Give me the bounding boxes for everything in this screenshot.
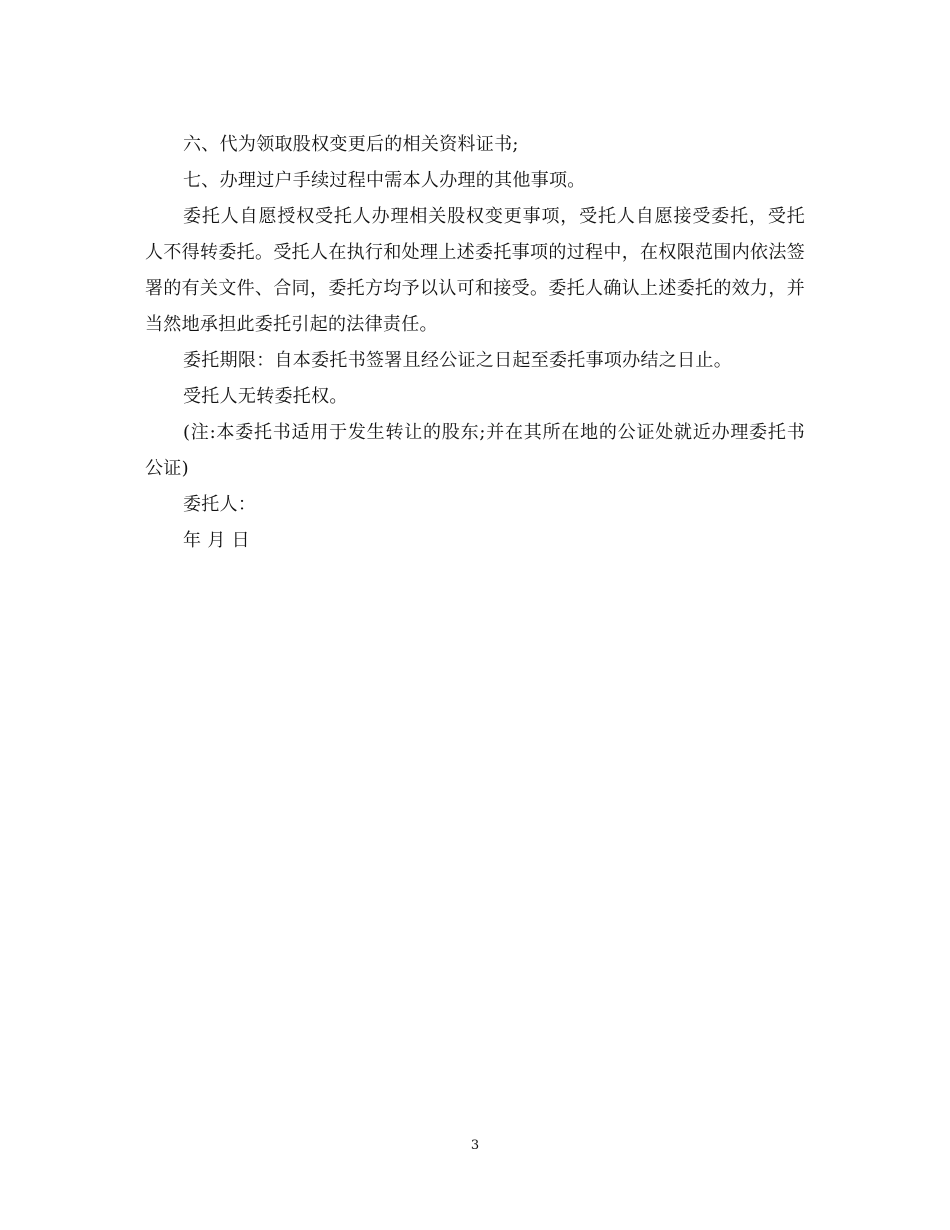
paragraph-item-six: 六、代为领取股权变更后的相关资料证书;	[183, 134, 519, 155]
paragraph-note: (注:本委托书适用于发生转让的股东;并在其所在地的公证处就近办理委托书公证)	[145, 422, 805, 479]
paragraph-no-subdelegation: 受托人无转委托权。	[183, 386, 348, 407]
signature-principal-label: 委托人：	[183, 494, 257, 515]
paragraph-authorization: 委托人自愿授权受托人办理相关股权变更事项，受托人自愿接受委托，受托人不得转委托。受托人在执行和处理上述委托事项的过程中，在权限范围内依法签署的有关文件、合同，委托方均予以认可和接受。委托人确认上述委托的效力，并当然地承担此委托引起的法律责任。	[145, 206, 805, 335]
paragraph-item-seven: 七、办理过户手续过程中需本人办理的其他事项。	[183, 170, 586, 191]
page-number: 3	[470, 1138, 480, 1153]
document-body	[145, 127, 805, 559]
signature-date-line: 年 月 日	[183, 530, 250, 551]
paragraph-term: 委托期限：自本委托书签署且经公证之日起至委托事项办结之日止。	[183, 350, 732, 371]
